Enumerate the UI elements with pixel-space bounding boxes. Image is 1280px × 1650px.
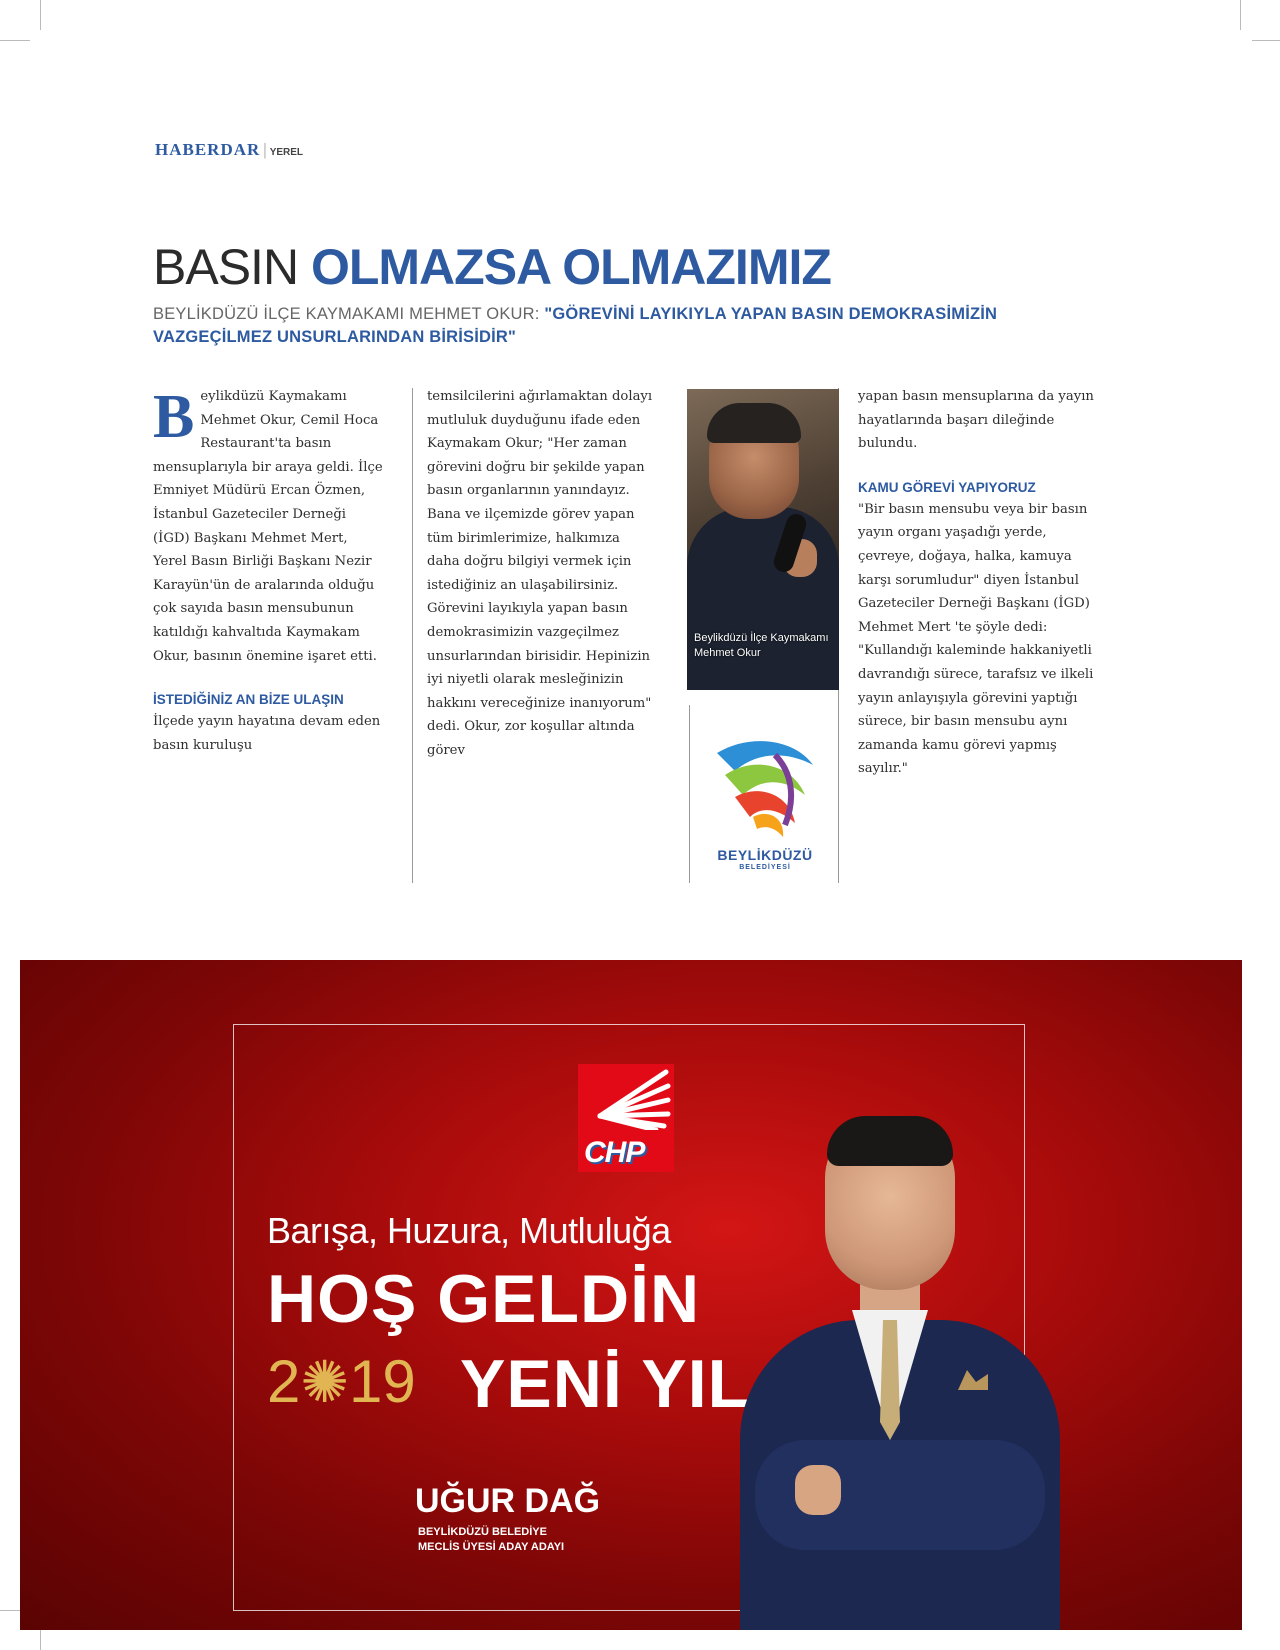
title-part-2: OLMAZSA OLMAZIMIZ (310, 239, 831, 295)
logo-name: BEYLİKDÜZÜ (717, 847, 813, 863)
chp-logo-bottom (578, 1130, 674, 1172)
star-ornament-icon: ✺ (300, 1350, 349, 1415)
chp-six-arrows-icon (578, 1064, 674, 1130)
role-line-1: BEYLİKDÜZÜ BELEDİYE (418, 1526, 547, 1538)
section-name: YEREL (269, 147, 304, 158)
title-part-1: BASIN (153, 239, 299, 295)
crop-mark (1252, 40, 1280, 41)
role-line-2: MECLİS ÜYESİ ADAY ADAYI (418, 1541, 565, 1553)
year-left-digit: 2 (267, 1348, 301, 1415)
ad-headline-1: HOŞ GELDİN (267, 1261, 701, 1337)
chp-advertisement (20, 960, 1242, 1630)
photo-body (687, 507, 839, 690)
drop-cap: B (153, 383, 195, 451)
article-column-4 (858, 385, 1098, 781)
crop-mark (0, 40, 30, 41)
publication-name: HABERDAR (155, 140, 261, 159)
kaymakam-photo (687, 389, 839, 690)
chp-text: CHP (584, 1136, 645, 1169)
logo-subtitle: BELEDİYESİ (739, 864, 791, 871)
crop-mark (1240, 0, 1241, 30)
chp-logo (578, 1064, 674, 1172)
candidate-hair (827, 1116, 953, 1166)
article-column-1 (153, 385, 385, 757)
paragraph: eylikdüzü Kaymakamı Mehmet Okur, Cemil Hoca Restaurant'ta basın mensuplarıyla bir araya geldi. İlçe Emniyet Müdürü Ercan Özmen, İstanbul Gazeteciler Derneği (İGD) Başkanı Mehmet Mert, Yerel Basın Birliği Başkanı Nezir Karayün'ün de aralarında olduğu çok sayıda basın mensubunun katıldığı kahvaltıda Kaymakam Okur, basının önemine işaret etti. (153, 389, 383, 664)
candidate-role (418, 1525, 564, 1555)
running-header (155, 140, 303, 160)
column-divider (689, 705, 690, 883)
paragraph: temsilcilerini ağırlamaktan dolayı mutluluk duyduğunu ifade eden Kaymakam Okur; "Her zaman görevini doğru bir şekilde yapan basın organlarının yanındayız. Bana ve ilçemizde görev yapan tüm birimlerimize, halkımıza daha doğru bilgiyi vermek için istediğiniz an ulaşabilirsiniz. Görevini layıkıyla yapan basın demokrasimizin vazgeçilmez unsurlarından birisidir. Hepinizin iyi niyetli olarak mesleğinizin hakkını vereceğinize inanıyorum" dedi. Okur, zor koşullar altında görev (427, 389, 653, 758)
article-title (153, 239, 831, 295)
beylikduzu-logo (705, 725, 825, 885)
crop-mark (40, 0, 41, 30)
paragraph: "Bir basın mensubu veya bir basın yayın organı yaşadığı yerde, çevreye, doğaya, halka, kamuya karşı sorumludur" diyen İstanbul Gazeteciler Derneği Başkanı (İGD) Mehmet Mert 'te şöyle dedi: "Kullandığı kaleminde hakkaniyetli davrandığı sürece, tarafsız ve ilkeli yayın anlayışıyla görevini yaptığı sürece, bir basın mensubu aynı zamanda kamu görevi yapmış sayılır." (858, 501, 1094, 777)
subtitle-quote: "GÖREVİNİ LAYIKIYLA YAPAN BASIN DEMOKRASİMİZİN VAZGEÇİLMEZ UNSURLARINDAN BİRİSİDİR" (153, 305, 998, 346)
candidate-name: UĞUR DAĞ (415, 1482, 601, 1520)
header-separator: | (263, 140, 267, 159)
column-divider (412, 388, 413, 883)
candidate-tie (880, 1320, 900, 1440)
photo-hair (707, 403, 801, 443)
photo-caption: Beylikdüzü İlçe Kaymakamı Mehmet Okur (694, 632, 829, 659)
subheading: İSTEDİĞİNİZ AN BİZE ULAŞIN (153, 692, 344, 708)
paragraph: İlçede yayın hayatına devam eden basın kuruluşu (153, 714, 381, 753)
article-subtitle (153, 303, 1033, 349)
ad-headline-2: YENİ YIL (460, 1346, 751, 1422)
article-column-2 (427, 385, 655, 763)
beylikduzu-bird-icon (705, 725, 825, 845)
year-right-digits: 19 (348, 1348, 416, 1415)
subtitle-lead: BEYLİKDÜZÜ İLÇE KAYMAKAMI MEHMET OKUR: (153, 305, 540, 323)
ad-slogan: Barışa, Huzura, Mutluluğa (267, 1210, 671, 1251)
paragraph: yapan basın mensuplarına da yayın hayatlarında başarı dileğinde bulundu. (858, 389, 1094, 452)
chp-logo-top (578, 1064, 674, 1130)
ad-year (267, 1348, 416, 1415)
subheading: KAMU GÖREVİ YAPIYORUZ (858, 479, 1036, 495)
candidate-hand (795, 1465, 841, 1515)
